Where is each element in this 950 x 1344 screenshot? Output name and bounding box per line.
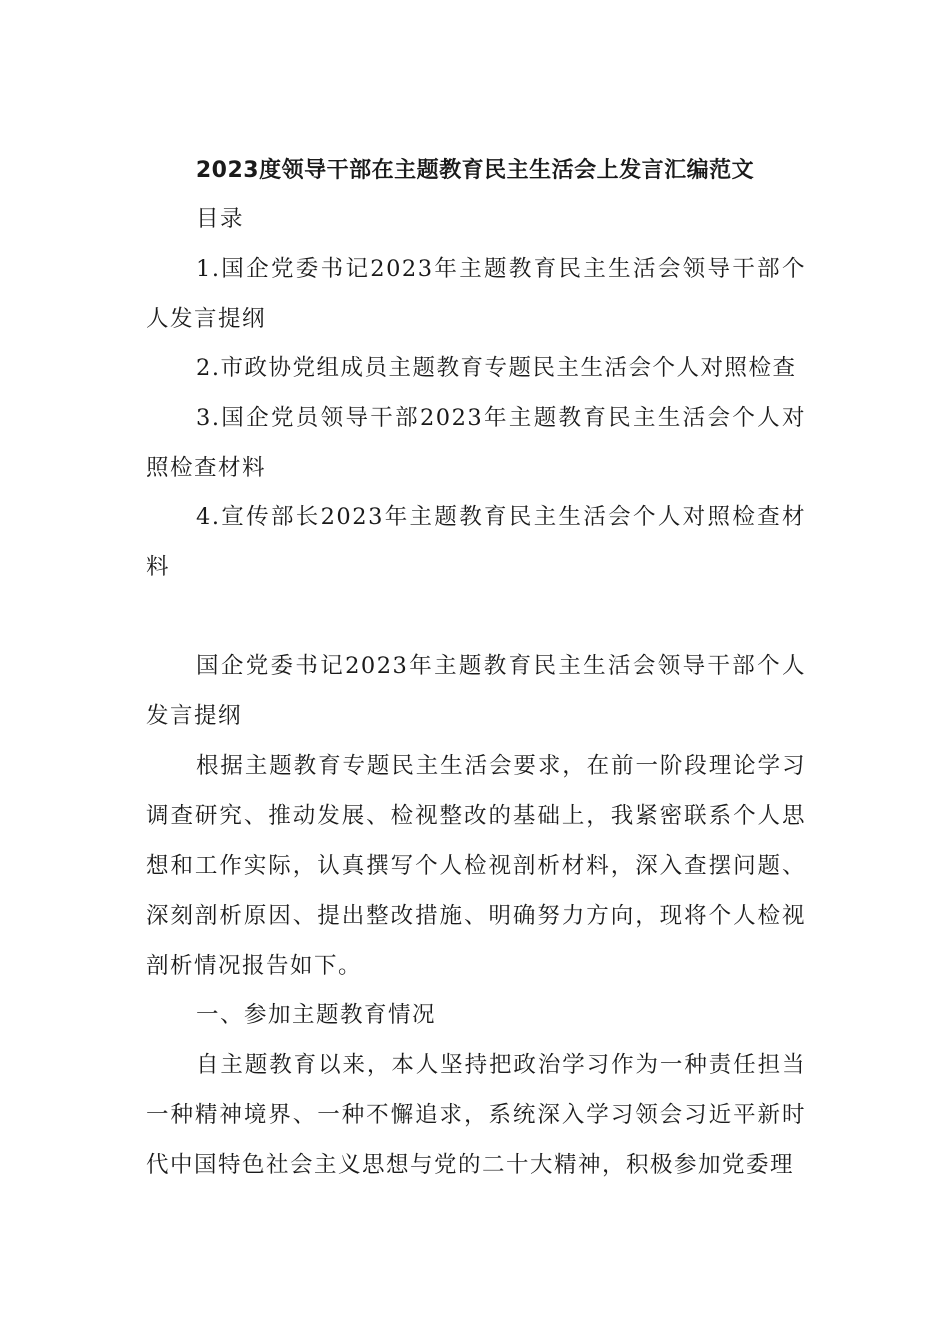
body-paragraph-1: 根据主题教育专题民主生活会要求，在前一阶段理论学习调查研究、推动发展、检视整改的基础上，我紧密联系个人思想和工作实际，认真撰写个人检视剖析材料，深入查摆问题、深刻剖析原因、提出整改措施、明确努力方向，现将个人检视剖析情况报告如下。: [146, 753, 806, 979]
toc-item-4: 4.宣传部长2023年主题教育民主生活会个人对照检查材料: [146, 504, 806, 580]
document-title: 2023度领导干部在主题教育民主生活会上发言汇编范文: [195, 158, 755, 183]
toc-item-3: 3.国企党员领导干部2023年主题教育民主生活会个人对照检查材料: [146, 405, 806, 481]
body-paragraph-2: 自主题教育以来，本人坚持把政治学习作为一种责任担当一种精神境界、一种不懈追求，系统深入学习领会习近平新时代中国特色社会主义思想与党的二十大精神，积极参加党委理: [146, 1052, 806, 1178]
section-title: 国企党委书记2023年主题教育民主生活会领导干部个人发言提纲: [146, 653, 806, 729]
toc-item-1: 1.国企党委书记2023年主题教育民主生活会领导干部个人发言提纲: [146, 256, 806, 332]
toc-label: 目录: [196, 206, 245, 232]
toc-item-2: 2.市政协党组成员主题教育专题民主生活会个人对照检查: [196, 355, 797, 381]
section-heading-1: 一、参加主题教育情况: [196, 1002, 437, 1028]
